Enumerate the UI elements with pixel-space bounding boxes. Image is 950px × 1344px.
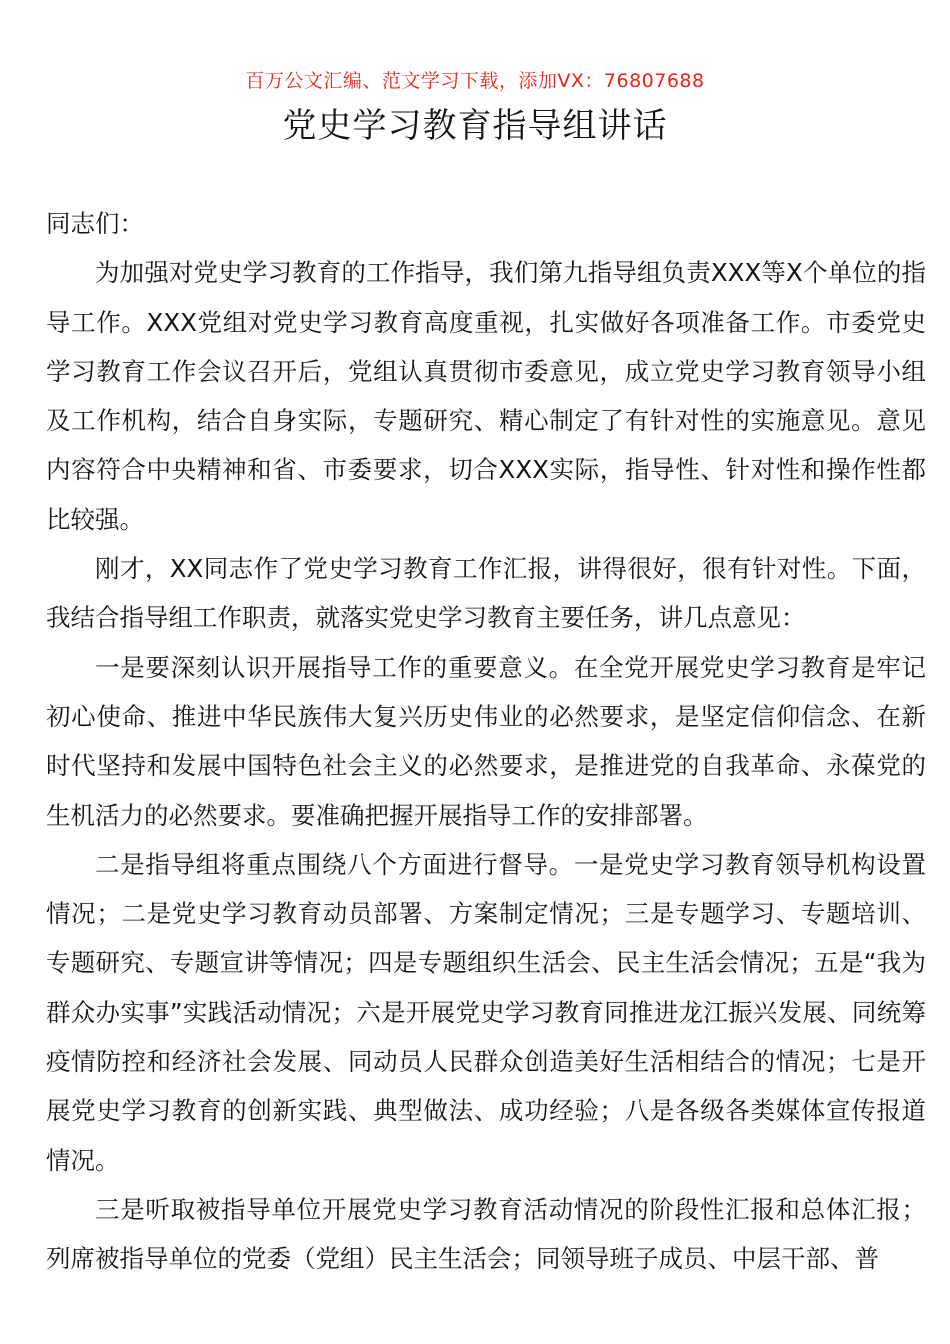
header-note: 百万公文汇编、范文学习下载，添加VX：76807688	[245, 70, 705, 92]
paragraph: 二是指导组将重点围绕八个方面进行督导。一是党史学习教育领导机构设置情况；二是党史学习教育动员部署、方案制定情况；三是专题学习、专题培训、专题研究、专题宣讲等情况；四是专题组织生活会、民主生活会情况；五是“我为群众办实事”实践活动情况；六是开展党史学习教育同推进龙江振兴发展、同统筹疫情防控和经济社会发展、同动员人民群众创造美好生活相结合的情况；七是开展党史学习教育的创新实践、典型做法、成功经验；八是各级各类媒体宣传报道情况。	[46, 849, 926, 1175]
document-body	[46, 199, 926, 1284]
salutation: 同志们：	[46, 209, 144, 238]
paragraph: 三是听取被指导单位开展党史学习教育活动情况的阶段性汇报和总体汇报；列席被指导单位的党委（党组）民主生活会；同领导班子成员、中层干部、普	[46, 1194, 926, 1274]
paragraph: 刚才，XX同志作了党史学习教育工作汇报，讲得很好，很有针对性。下面，我结合指导组工作职责，就落实党史学习教育主要任务，讲几点意见：	[46, 554, 926, 633]
paragraph: 一是要深刻认识开展指导工作的重要意义。在全党开展党史学习教育是牢记初心使命、推进中华民族伟大复兴历史伟业的必然要求，是坚定信仰信念、在新时代坚持和发展中国特色社会主义的必然要求，是推进党的自我革命、永葆党的生机活力的必然要求。要准确把握开展指导工作的安排部署。	[46, 652, 926, 830]
paragraph: 为加强对党史学习教育的工作指导，我们第九指导组负责XXX等X个单位的指导工作。XXX党组对党史学习教育高度重视，扎实做好各项准备工作。市委党史学习教育工作会议召开后，党组认真贯彻市委意见，成立党史学习教育领导小组及工作机构，结合自身实际，专题研究、精心制定了有针对性的实施意见。意见内容符合中央精神和省、市委要求，切合XXX实际，指导性、针对性和操作性都比较强。	[46, 258, 926, 534]
document-title: 党史学习教育指导组讲话	[282, 106, 668, 146]
